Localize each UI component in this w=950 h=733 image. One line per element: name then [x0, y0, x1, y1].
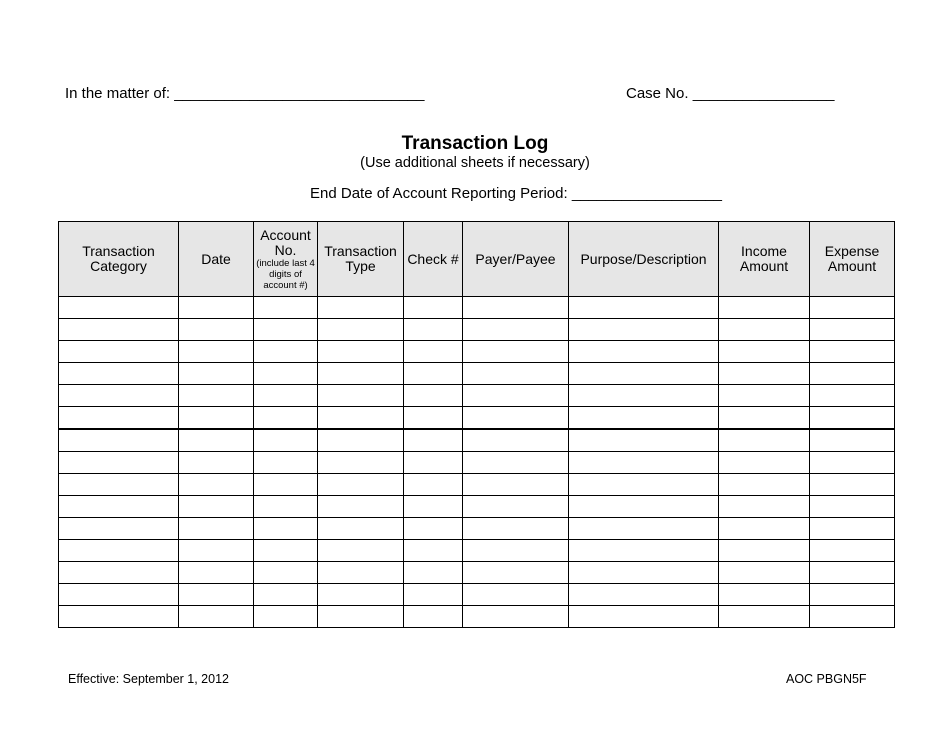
table-cell[interactable]	[254, 518, 318, 540]
table-cell[interactable]	[254, 341, 318, 363]
table-cell[interactable]	[569, 429, 719, 452]
table-cell[interactable]	[463, 429, 569, 452]
table-cell[interactable]	[318, 407, 404, 430]
table-cell[interactable]	[404, 518, 463, 540]
case-number-field-label: Case No. _________________	[626, 85, 835, 102]
table-cell[interactable]	[404, 496, 463, 518]
table-cell[interactable]	[463, 319, 569, 341]
table-cell[interactable]	[463, 407, 569, 430]
table-cell[interactable]	[569, 496, 719, 518]
column-header-income-amount: Income Amount	[719, 222, 810, 297]
table-cell[interactable]	[404, 452, 463, 474]
table-cell[interactable]	[810, 606, 895, 628]
table-row	[59, 341, 895, 363]
table-cell[interactable]	[719, 562, 810, 584]
table-cell[interactable]	[179, 496, 254, 518]
table-cell[interactable]	[254, 319, 318, 341]
table-cell[interactable]	[59, 606, 179, 628]
end-date-field-label: End Date of Account Reporting Period: __________________	[310, 185, 722, 202]
table-cell[interactable]	[318, 474, 404, 496]
table-cell[interactable]	[179, 407, 254, 430]
table-cell[interactable]	[318, 606, 404, 628]
table-cell[interactable]	[463, 297, 569, 319]
table-cell[interactable]	[569, 363, 719, 385]
table-row	[59, 452, 895, 474]
table-cell[interactable]	[318, 429, 404, 452]
table-cell[interactable]	[59, 584, 179, 606]
table-cell[interactable]	[810, 496, 895, 518]
table-cell[interactable]	[59, 562, 179, 584]
effective-date: Effective: September 1, 2012	[68, 672, 229, 686]
table-cell[interactable]	[404, 429, 463, 452]
column-header-date: Date	[179, 222, 254, 297]
table-cell[interactable]	[810, 363, 895, 385]
table-cell[interactable]	[463, 584, 569, 606]
column-header-account-no-note: (include last 4 digits of account #)	[256, 257, 315, 291]
column-header-check-number: Check #	[404, 222, 463, 297]
table-cell[interactable]	[179, 385, 254, 407]
table-cell[interactable]	[810, 297, 895, 319]
table-cell[interactable]	[318, 540, 404, 562]
table-cell[interactable]	[719, 584, 810, 606]
table-cell[interactable]	[179, 341, 254, 363]
table-cell[interactable]	[59, 407, 179, 430]
table-cell[interactable]	[569, 518, 719, 540]
table-cell[interactable]	[179, 606, 254, 628]
table-cell[interactable]	[179, 540, 254, 562]
table-cell[interactable]	[463, 518, 569, 540]
table-cell[interactable]	[179, 363, 254, 385]
table-cell[interactable]	[254, 474, 318, 496]
table-cell[interactable]	[59, 452, 179, 474]
table-cell[interactable]	[810, 407, 895, 430]
table-cell[interactable]	[318, 562, 404, 584]
table-row	[59, 407, 895, 430]
table-cell[interactable]	[569, 407, 719, 430]
table-cell[interactable]	[810, 319, 895, 341]
table-cell[interactable]	[404, 474, 463, 496]
table-cell[interactable]	[318, 341, 404, 363]
table-cell[interactable]	[59, 363, 179, 385]
table-header-row	[59, 222, 895, 297]
table-cell[interactable]	[404, 606, 463, 628]
page-subtitle: (Use additional sheets if necessary)	[360, 155, 590, 171]
table-cell[interactable]	[254, 385, 318, 407]
table-cell[interactable]	[59, 297, 179, 319]
table-cell[interactable]	[254, 297, 318, 319]
table-cell[interactable]	[810, 584, 895, 606]
table-cell[interactable]	[254, 452, 318, 474]
table-cell[interactable]	[810, 474, 895, 496]
table-cell[interactable]	[179, 562, 254, 584]
table-cell[interactable]	[719, 606, 810, 628]
table-row	[59, 496, 895, 518]
table-row	[59, 363, 895, 385]
table-cell[interactable]	[719, 496, 810, 518]
table-cell[interactable]	[254, 606, 318, 628]
table-cell[interactable]	[318, 363, 404, 385]
table-cell[interactable]	[254, 540, 318, 562]
table-cell[interactable]	[810, 562, 895, 584]
table-cell[interactable]	[404, 584, 463, 606]
table-cell[interactable]	[463, 363, 569, 385]
table-cell[interactable]	[569, 606, 719, 628]
table-cell[interactable]	[463, 341, 569, 363]
table-cell[interactable]	[318, 385, 404, 407]
table-cell[interactable]	[179, 584, 254, 606]
table-cell[interactable]	[719, 474, 810, 496]
table-cell[interactable]	[318, 518, 404, 540]
table-cell[interactable]	[569, 540, 719, 562]
table-cell[interactable]	[463, 452, 569, 474]
table-cell[interactable]	[810, 429, 895, 452]
table-cell[interactable]	[179, 474, 254, 496]
table-cell[interactable]	[569, 584, 719, 606]
table-cell[interactable]	[404, 363, 463, 385]
table-cell[interactable]	[254, 407, 318, 430]
table-cell[interactable]	[463, 606, 569, 628]
table-cell[interactable]	[810, 341, 895, 363]
table-cell[interactable]	[569, 341, 719, 363]
table-cell[interactable]	[318, 319, 404, 341]
table-cell[interactable]	[404, 297, 463, 319]
table-cell[interactable]	[179, 518, 254, 540]
table-cell[interactable]	[719, 518, 810, 540]
table-cell[interactable]	[179, 452, 254, 474]
table-cell[interactable]	[810, 385, 895, 407]
table-row	[59, 518, 895, 540]
table-cell[interactable]	[810, 452, 895, 474]
table-cell[interactable]	[719, 452, 810, 474]
table-cell[interactable]	[463, 562, 569, 584]
table-cell[interactable]	[254, 429, 318, 452]
transaction-log-table	[58, 221, 895, 628]
column-header-account-no-label: Account No.	[260, 226, 311, 258]
table-cell[interactable]	[179, 297, 254, 319]
table-cell[interactable]	[463, 385, 569, 407]
table-cell[interactable]	[463, 496, 569, 518]
table-cell[interactable]	[254, 562, 318, 584]
table-cell[interactable]	[59, 540, 179, 562]
table-cell[interactable]	[59, 518, 179, 540]
table-cell[interactable]	[318, 452, 404, 474]
table-cell[interactable]	[254, 496, 318, 518]
table-cell[interactable]	[719, 385, 810, 407]
table-body	[59, 297, 895, 628]
table-cell[interactable]	[59, 474, 179, 496]
table-cell[interactable]	[463, 540, 569, 562]
table-cell[interactable]	[719, 429, 810, 452]
table-cell[interactable]	[318, 584, 404, 606]
table-row	[59, 606, 895, 628]
table-cell[interactable]	[179, 319, 254, 341]
form-code: AOC PBGN5F	[786, 672, 867, 686]
table-cell[interactable]	[404, 540, 463, 562]
table-cell[interactable]	[810, 518, 895, 540]
table-row	[59, 385, 895, 407]
table-cell[interactable]	[463, 474, 569, 496]
table-row	[59, 540, 895, 562]
table-cell[interactable]	[404, 407, 463, 430]
table-cell[interactable]	[59, 341, 179, 363]
table-row	[59, 297, 895, 319]
table-cell[interactable]	[569, 474, 719, 496]
table-cell[interactable]	[254, 584, 318, 606]
table-cell[interactable]	[810, 540, 895, 562]
table-cell[interactable]	[59, 429, 179, 452]
table-cell[interactable]	[569, 319, 719, 341]
table-cell[interactable]	[59, 319, 179, 341]
table-cell[interactable]	[719, 540, 810, 562]
table-cell[interactable]	[404, 319, 463, 341]
table-cell[interactable]	[719, 407, 810, 430]
column-header-account-no	[254, 222, 318, 297]
table-cell[interactable]	[59, 385, 179, 407]
table-cell[interactable]	[569, 385, 719, 407]
column-header-transaction-category: Transaction Category	[59, 222, 179, 297]
table-row	[59, 562, 895, 584]
column-header-expense-amount: Expense Amount	[810, 222, 895, 297]
table-cell[interactable]	[404, 341, 463, 363]
table-cell[interactable]	[318, 496, 404, 518]
table-row	[59, 319, 895, 341]
table-cell[interactable]	[569, 297, 719, 319]
table-cell[interactable]	[719, 297, 810, 319]
column-header-transaction-type: Transaction Type	[318, 222, 404, 297]
table-row	[59, 584, 895, 606]
column-header-payer-payee: Payer/Payee	[463, 222, 569, 297]
table-row	[59, 474, 895, 496]
page-title: Transaction Log	[401, 133, 549, 154]
table-cell[interactable]	[569, 562, 719, 584]
matter-field-label: In the matter of: ______________________________	[65, 85, 425, 102]
table-cell[interactable]	[59, 496, 179, 518]
table-cell[interactable]	[254, 363, 318, 385]
table-cell[interactable]	[318, 297, 404, 319]
table-cell[interactable]	[719, 319, 810, 341]
table-row	[59, 429, 895, 452]
column-header-purpose-description: Purpose/Description	[569, 222, 719, 297]
table-cell[interactable]	[719, 341, 810, 363]
table-cell[interactable]	[404, 385, 463, 407]
table-cell[interactable]	[179, 429, 254, 452]
table-cell[interactable]	[404, 562, 463, 584]
table-cell[interactable]	[719, 363, 810, 385]
table-cell[interactable]	[569, 452, 719, 474]
